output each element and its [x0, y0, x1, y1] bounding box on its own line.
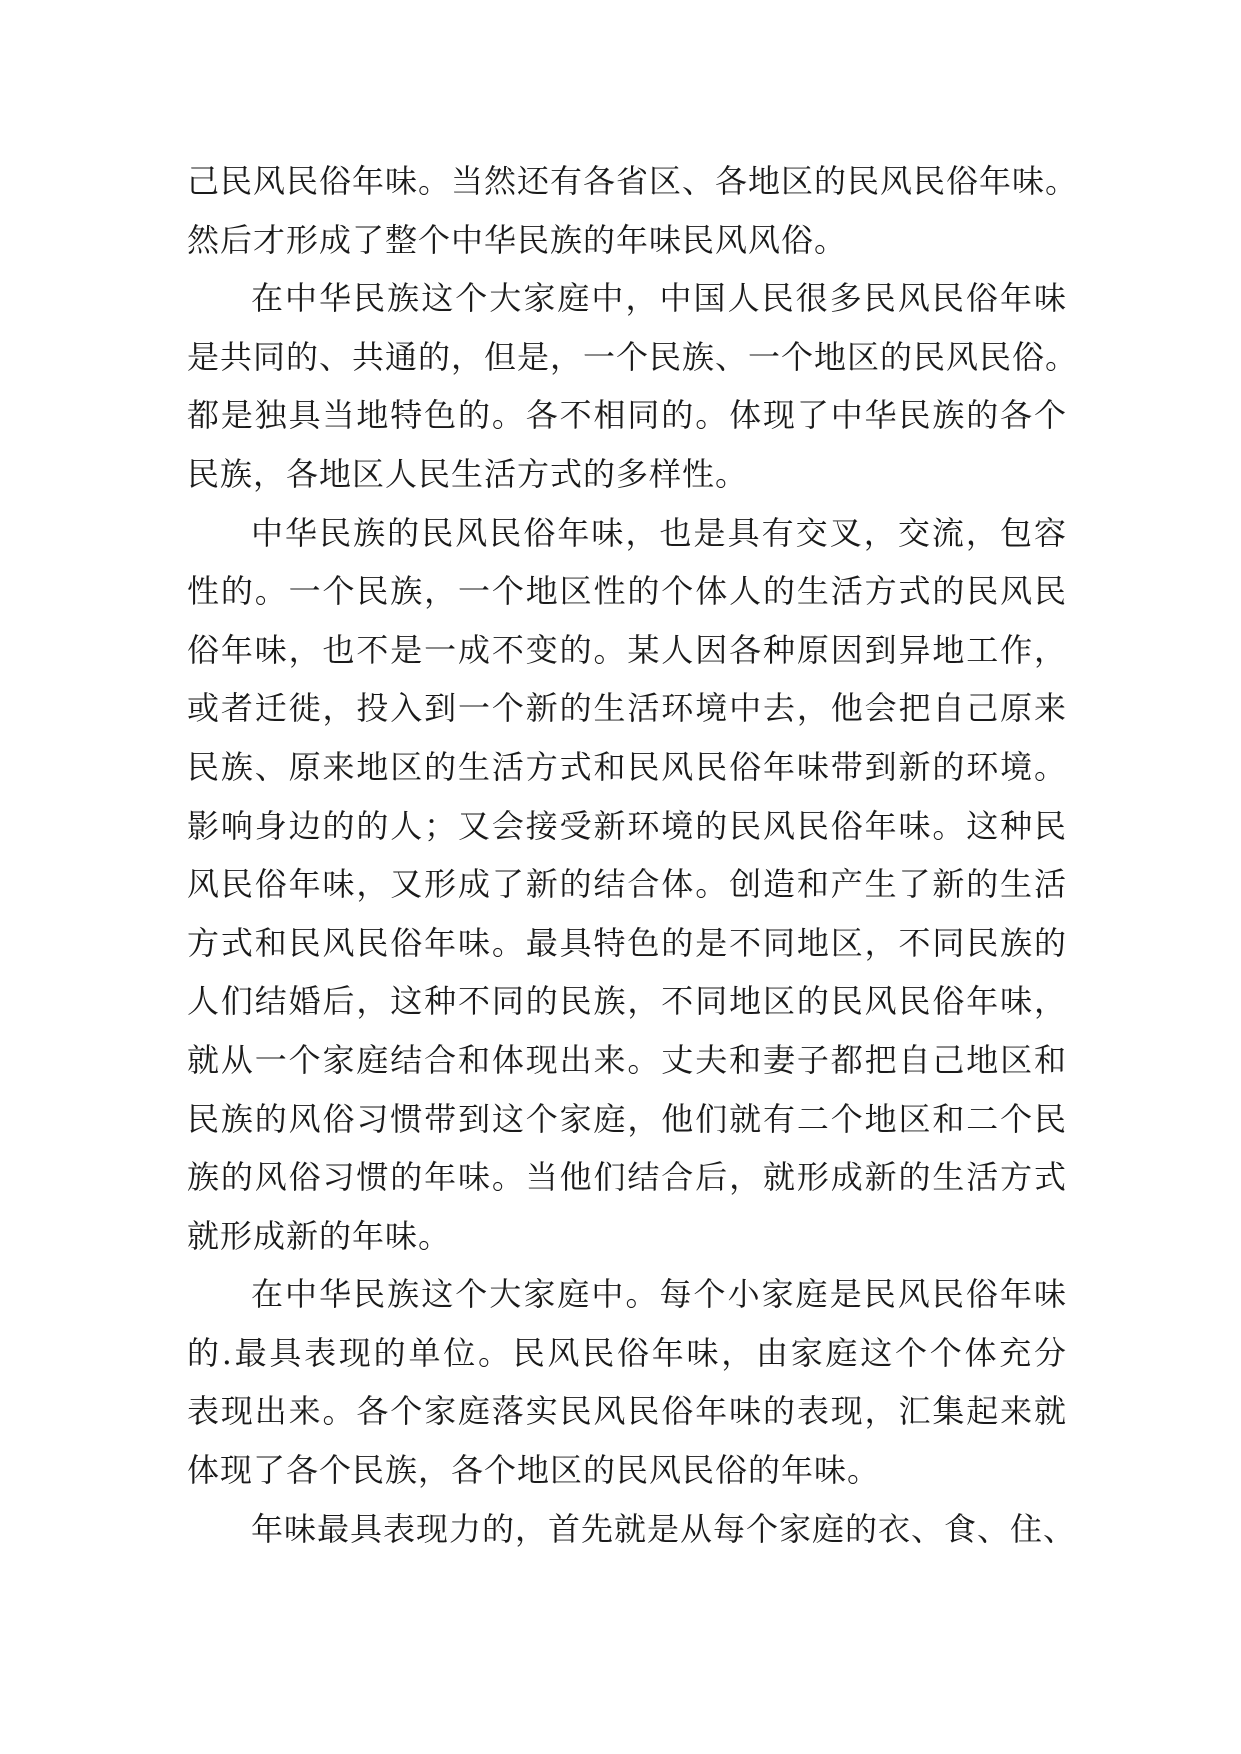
text-line: 影响身边的的人；又会接受新环境的民风民俗年味。这种民	[187, 806, 1067, 845]
text-line: 都是独具当地特色的。各不相同的。体现了中华民族的各个	[187, 396, 1067, 435]
paragraph-first-line: 在中华民族这个大家庭中，中国人民很多民风民俗年味	[251, 279, 1067, 318]
body-text	[187, 152, 1079, 1558]
text-line: 就形成新的年味。	[187, 1216, 452, 1255]
paragraph-first-line: 中华民族的民风民俗年味，也是具有交叉，交流，包容	[251, 513, 1067, 552]
text-line: 族的风俗习惯的年味。当他们结合后，就形成新的生活方式	[187, 1158, 1067, 1197]
text-line: 民族，各地区人民生活方式的多样性。	[187, 454, 749, 493]
paragraph-first-line: 年味最具表现力的，首先就是从每个家庭的衣、食、住、	[251, 1509, 1077, 1548]
text-line: 俗年味，也不是一成不变的。某人因各种原因到异地工作，	[187, 630, 1067, 669]
text-line: 然后才形成了整个中华民族的年味民风风俗。	[187, 220, 848, 259]
text-line: 体现了各个民族，各个地区的民风民俗的年味。	[187, 1451, 881, 1490]
text-line: 是共同的、共通的，但是，一个民族、一个地区的民风民俗。	[187, 337, 1079, 376]
text-line: 或者迁徙，投入到一个新的生活环境中去，他会把自己原来	[187, 689, 1067, 728]
text-line: 人们结婚后，这种不同的民族，不同地区的民风民俗年味，	[187, 982, 1067, 1021]
text-line: 表现出来。各个家庭落实民风民俗年味的表现，汇集起来就	[187, 1392, 1067, 1431]
text-line: 的.最具表现的单位。民风民俗年味，由家庭这个个体充分	[187, 1333, 1067, 1372]
text-line: 民族的风俗习惯带到这个家庭，他们就有二个地区和二个民	[187, 1099, 1067, 1138]
text-line: 民族、原来地区的生活方式和民风民俗年味带到新的环境。	[187, 747, 1067, 786]
text-line: 己民风民俗年味。当然还有各省区、各地区的民风民俗年味。	[187, 162, 1079, 200]
text-line: 风民俗年味，又形成了新的结合体。创造和产生了新的生活	[187, 865, 1067, 904]
text-line: 方式和民风民俗年味。最具特色的是不同地区，不同民族的	[187, 923, 1067, 962]
paragraph-first-line: 在中华民族这个大家庭中。每个小家庭是民风民俗年味	[251, 1275, 1067, 1314]
text-line: 性的。一个民族，一个地区性的个体人的生活方式的民风民	[187, 572, 1067, 611]
text-line: 就从一个家庭结合和体现出来。丈夫和妻子都把自己地区和	[187, 1040, 1067, 1079]
